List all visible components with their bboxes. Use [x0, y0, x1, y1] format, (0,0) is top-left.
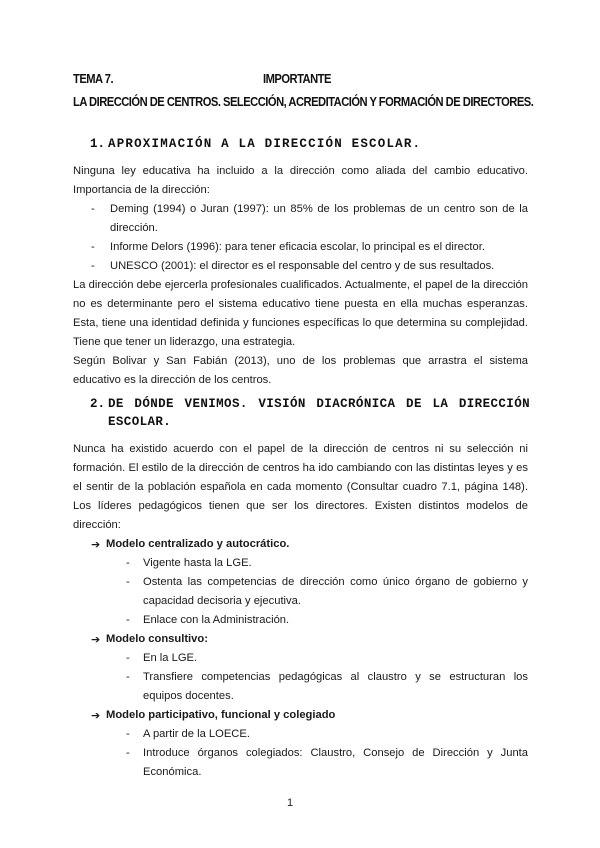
list-item — [73, 257, 528, 276]
model-items-list — [73, 725, 528, 782]
list-item-text: Deming (1994) o Juran (1997): un 85% de los problemas de un centro son de la dirección. — [110, 203, 528, 234]
list-item-text: Informe Delors (1996): para tener eficacia escolar, lo principal es el director. — [110, 241, 485, 253]
dash-bullet: - — [91, 241, 95, 253]
list-item-text: Transfiere competencias pedagógicas al claustro y se estructuran los equipos docentes. — [143, 671, 528, 702]
section-1-body — [73, 162, 528, 390]
list-item-text: Vigente hasta la LGE. — [143, 557, 252, 569]
list-item — [73, 668, 528, 706]
section-1-number: 1. — [90, 137, 106, 151]
section-2-intro: Nunca ha existido acuerdo con el papel de la dirección de centros ni su selección ni formación. El estilo de la dirección de centros ha ido cambiando con las distintas leyes y es el sentir de la población española en cada momento (Consultar cuadro 7.1, página 148). Los líderes pedagógicos tienen que ser los directores. Existen distintos modelos de dirección: — [73, 443, 528, 531]
model-items-list — [73, 649, 528, 706]
list-item — [73, 611, 528, 630]
dash-bullet: - — [126, 652, 130, 664]
model-heading — [73, 706, 528, 725]
list-item-text: Introduce órganos colegiados: Claustro, Consejo de Dirección y Junta Económica. — [143, 747, 528, 778]
dash-bullet: - — [126, 576, 130, 588]
list-item — [73, 554, 528, 573]
model-title: Modelo consultivo: — [106, 633, 208, 645]
dash-bullet: - — [91, 203, 95, 215]
section-1-intro: Ninguna ley educativa ha incluido a la dirección como aliada del cambio educativo. Importancia de la dirección: — [73, 165, 528, 196]
dash-bullet: - — [91, 260, 95, 272]
model-title: Modelo centralizado y autocrático. — [106, 538, 290, 550]
list-item — [73, 744, 528, 782]
list-item-text: En la LGE. — [143, 652, 198, 664]
topic-label: TEMA 7. — [73, 71, 114, 86]
list-item — [73, 200, 528, 238]
model-items-list — [73, 554, 528, 630]
arrow-right-icon: ➔ — [91, 709, 101, 722]
section-2-title: DE DÓNDE VENIMOS. VISIÓN DIACRÓNICA DE LA DIRECCIÓN ESCOLAR. — [108, 397, 530, 429]
list-item-text: A partir de la LOECE. — [143, 728, 250, 740]
section-2-heading — [90, 395, 530, 431]
header-row — [73, 70, 533, 87]
section-2-number: 2. — [90, 397, 106, 411]
model-heading — [73, 535, 528, 554]
dash-bullet: - — [126, 557, 130, 569]
section-2-body — [73, 440, 528, 782]
list-item-text: Ostenta las competencias de dirección como único órgano de gobierno y capacidad decisoria y ejecutiva. — [143, 576, 528, 607]
list-item — [73, 649, 528, 668]
list-item — [73, 573, 528, 611]
list-item-text: Enlace con la Administración. — [143, 614, 290, 626]
arrow-right-icon: ➔ — [91, 538, 101, 551]
list-item — [73, 238, 528, 257]
arrow-right-icon: ➔ — [91, 633, 101, 646]
dash-bullet: - — [126, 728, 130, 740]
section-1-heading — [90, 135, 530, 153]
document-header — [73, 70, 534, 109]
model-heading — [73, 630, 528, 649]
importance-list — [73, 200, 528, 276]
page-number: 1 — [286, 797, 294, 809]
dash-bullet: - — [126, 614, 130, 626]
section-1-paragraph-2: La dirección debe ejercerla profesionales cualificados. Actualmente, el papel de la dirección no es determinante pero el sistema educativo tiene puesta en ella muchas esperanzas. Esta, tiene una identidad definida y funciones específicas lo que determina su complejidad. Tiene que tener un liderazgo, una estrategia. — [73, 279, 528, 348]
list-item — [73, 725, 528, 744]
section-1-paragraph-3: Según Bolivar y San Fabián (2013), uno de los problemas que arrastra el sistema educativo es la dirección de los centros. — [73, 355, 528, 386]
dash-bullet: - — [126, 747, 130, 759]
document-subtitle: LA DIRECCIÓN DE CENTROS. SELECCIÓN, ACREDITACIÓN Y FORMACIÓN DE DIRECTORES. — [73, 94, 534, 109]
list-item-text: UNESCO (2001): el director es el responsable del centro y de sus resultados. — [110, 260, 495, 272]
section-1-title: APROXIMACIÓN A LA DIRECCIÓN ESCOLAR. — [108, 137, 422, 151]
model-title: Modelo participativo, funcional y colegiado — [106, 709, 336, 721]
dash-bullet: - — [126, 671, 130, 683]
important-label: IMPORTANTE — [263, 71, 331, 86]
